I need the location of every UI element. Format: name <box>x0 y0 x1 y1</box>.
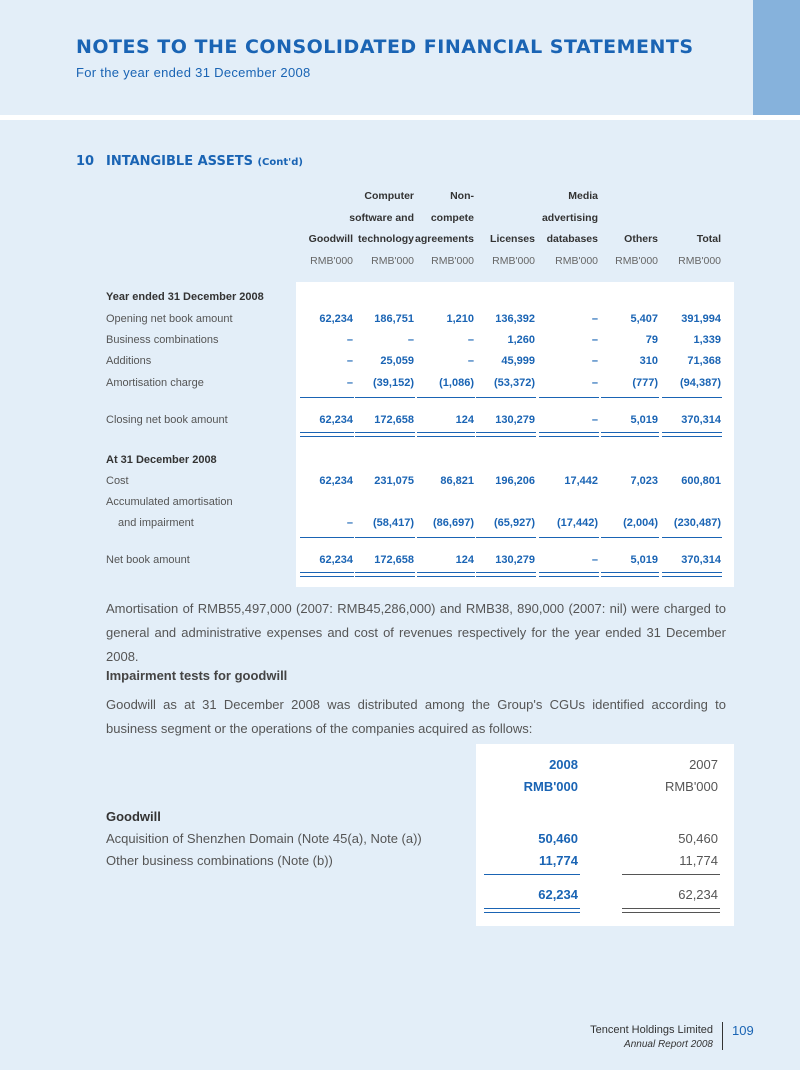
subtotal-rule <box>601 397 659 398</box>
table-row-value: – <box>591 313 598 325</box>
subtotal-rule <box>355 397 415 398</box>
net-row-value: 172,658 <box>374 554 414 566</box>
goodwill-unit-2007: RMB'000 <box>664 779 718 794</box>
net-row-value: 370,314 <box>681 554 721 566</box>
header-tab <box>753 0 800 115</box>
column-unit: RMB'000 <box>555 255 598 267</box>
subtotal-rule <box>662 537 722 538</box>
closing-row-value: 124 <box>455 414 474 426</box>
closing-row-value: 62,234 <box>319 414 353 426</box>
cost-row-value: 196,206 <box>495 475 535 487</box>
impairment-paragraph: Goodwill as at 31 December 2008 was distributed among the Group's CGUs identified according to business segment or the operations of the companies acquired as follows: <box>106 697 726 736</box>
goodwill-row-2008: 50,460 <box>538 831 578 846</box>
footer-report: Annual Report 2008 <box>624 1039 713 1050</box>
table-row-value: – <box>591 377 598 389</box>
goodwill-row-2008: 11,774 <box>538 853 578 868</box>
double-total-rule <box>476 572 536 577</box>
goodwill-total-2008: 62,234 <box>538 887 578 902</box>
column-header-line2: compete <box>430 212 474 224</box>
net-row-value: 5,019 <box>630 554 658 566</box>
double-total-rule <box>300 432 354 437</box>
table-row-value: (39,152) <box>373 377 414 389</box>
table-row-value: 136,392 <box>495 313 535 325</box>
table-row-value: 45,999 <box>501 355 535 367</box>
column-header: Total <box>696 233 721 245</box>
subtotal-rule <box>300 397 354 398</box>
accum-row-value: (86,697) <box>433 517 474 529</box>
amortisation-paragraph: Amortisation of RMB55,497,000 (2007: RMB45,286,000) and RMB38, 890,000 (2007: nil) were charged to general and administrative expenses and cost of revenues respectively for the year ended 31 December 2008. <box>106 601 726 664</box>
table-row-value: (53,372) <box>494 377 535 389</box>
subtotal-rule <box>476 397 536 398</box>
net-row-value: – <box>591 554 598 566</box>
double-total-rule <box>539 572 599 577</box>
table-row-value: – <box>407 334 414 346</box>
goodwill-row-2007: 11,774 <box>679 853 718 868</box>
goodwill-subtotal-rule-2007 <box>622 874 720 875</box>
cost-row-value: 17,442 <box>564 475 598 487</box>
closing-row-value: 172,658 <box>374 414 414 426</box>
table-row-value: – <box>591 355 598 367</box>
row-label: and impairment <box>118 517 194 529</box>
cost-row-value: 231,075 <box>374 475 414 487</box>
double-total-rule <box>476 432 536 437</box>
column-header: Others <box>624 233 658 245</box>
double-total-rule <box>300 572 354 577</box>
section-heading <box>76 154 303 169</box>
accum-row-value: – <box>346 517 353 529</box>
cost-row-value: 600,801 <box>681 475 721 487</box>
table-row-value: 79 <box>645 334 658 346</box>
subtotal-rule <box>662 397 722 398</box>
section-title: INTANGIBLE ASSETS <box>106 154 253 169</box>
subtotal-rule <box>601 537 659 538</box>
column-header-line2: software and <box>349 212 414 224</box>
table-row-value: 5,407 <box>630 313 658 325</box>
goodwill-row-label: Other business combinations (Note (b)) <box>106 853 333 868</box>
table-row-value: 1,210 <box>446 313 474 325</box>
table-row-value: 186,751 <box>374 313 414 325</box>
row-label: Accumulated amortisation <box>106 496 233 508</box>
subtotal-rule <box>539 397 599 398</box>
column-header-line1: Media <box>568 190 598 202</box>
row-label: Net book amount <box>106 554 190 566</box>
group-title: Year ended 31 December 2008 <box>106 291 264 303</box>
subtotal-rule <box>300 537 354 538</box>
column-unit: RMB'000 <box>310 255 353 267</box>
table-row-value: 62,234 <box>319 313 353 325</box>
closing-row-value: 5,019 <box>630 414 658 426</box>
column-header-line1: Non- <box>450 190 474 202</box>
table-row-value: 1,260 <box>507 334 535 346</box>
row-label: Closing net book amount <box>106 414 228 426</box>
table-row-value: (94,387) <box>680 377 721 389</box>
column-unit: RMB'000 <box>615 255 658 267</box>
subtotal-rule <box>417 537 475 538</box>
column-header: Goodwill <box>308 233 353 245</box>
double-total-rule <box>601 572 659 577</box>
goodwill-row-label: Acquisition of Shenzhen Domain (Note 45(a), Note (a)) <box>106 831 422 846</box>
table-row-value: 391,994 <box>681 313 721 325</box>
cost-row-value: 7,023 <box>630 475 658 487</box>
closing-row-value: 130,279 <box>495 414 535 426</box>
impairment-heading: Impairment tests for goodwill <box>106 668 288 683</box>
accum-row-value: (65,927) <box>494 517 535 529</box>
column-unit: RMB'000 <box>371 255 414 267</box>
closing-row-value: 370,314 <box>681 414 721 426</box>
closing-row-value: – <box>591 414 598 426</box>
goodwill-group-title: Goodwill <box>106 809 161 824</box>
table-row-value: – <box>346 334 353 346</box>
table-row-value: – <box>346 355 353 367</box>
table-row-value: – <box>591 334 598 346</box>
column-unit: RMB'000 <box>678 255 721 267</box>
column-unit: RMB'000 <box>431 255 474 267</box>
goodwill-row-2007: 50,460 <box>678 831 718 846</box>
goodwill-col-2007: 2007 <box>689 757 718 772</box>
column-header: agreements <box>415 233 474 245</box>
table-row-value: (777) <box>632 377 658 389</box>
net-row-value: 124 <box>455 554 474 566</box>
column-header-line1: Computer <box>364 190 414 202</box>
net-row-value: 62,234 <box>319 554 353 566</box>
row-label: Opening net book amount <box>106 313 233 325</box>
column-unit: RMB'000 <box>492 255 535 267</box>
accum-row-value: (17,442) <box>557 517 598 529</box>
goodwill-subtotal-rule-2008 <box>484 874 580 875</box>
group-title: At 31 December 2008 <box>106 454 217 466</box>
accum-row-value: (230,487) <box>673 517 721 529</box>
table-row-value: (1,086) <box>439 377 474 389</box>
row-label: Additions <box>106 355 152 367</box>
accum-row-value: (58,417) <box>373 517 414 529</box>
goodwill-col-2008: 2008 <box>549 757 578 772</box>
goodwill-total-double-rule-2008 <box>484 908 580 913</box>
double-total-rule <box>539 432 599 437</box>
double-total-rule <box>662 432 722 437</box>
footer-divider <box>722 1022 723 1050</box>
subtotal-rule <box>539 537 599 538</box>
double-total-rule <box>417 432 475 437</box>
page-subtitle: For the year ended 31 December 2008 <box>76 65 311 80</box>
section-cont: (Cont'd) <box>257 157 303 168</box>
row-label: Business combinations <box>106 334 219 346</box>
footer-company: Tencent Holdings Limited <box>590 1024 713 1036</box>
net-row-value: 130,279 <box>495 554 535 566</box>
double-total-rule <box>355 432 415 437</box>
section-number: 10 <box>76 154 95 169</box>
goodwill-unit-2008: RMB'000 <box>523 779 578 794</box>
goodwill-total-double-rule-2007 <box>622 908 720 913</box>
subtotal-rule <box>355 537 415 538</box>
table-row-value: – <box>346 377 353 389</box>
table-row-value: 1,339 <box>693 334 721 346</box>
column-header: Licenses <box>490 233 535 245</box>
cost-row-value: 86,821 <box>440 475 474 487</box>
column-header: technology <box>357 233 414 245</box>
goodwill-total-2007: 62,234 <box>678 887 718 902</box>
row-label: Amortisation charge <box>106 377 204 389</box>
cost-row-value: 62,234 <box>319 475 353 487</box>
double-total-rule <box>601 432 659 437</box>
page-number: 109 <box>732 1023 754 1038</box>
subtotal-rule <box>476 537 536 538</box>
table-row-value: – <box>467 334 474 346</box>
subtotal-rule <box>417 397 475 398</box>
column-header: databases <box>546 233 598 245</box>
column-header-line2: advertising <box>541 212 598 224</box>
row-label: Cost <box>106 475 129 487</box>
table-row-value: 25,059 <box>380 355 414 367</box>
page-title: NOTES TO THE CONSOLIDATED FINANCIAL STATEMENTS <box>76 36 694 58</box>
double-total-rule <box>662 572 722 577</box>
accum-row-value: (2,004) <box>623 517 658 529</box>
table-row-value: 71,368 <box>687 355 721 367</box>
table-row-value: – <box>467 355 474 367</box>
double-total-rule <box>417 572 475 577</box>
table-row-value: 310 <box>639 355 658 367</box>
double-total-rule <box>355 572 415 577</box>
